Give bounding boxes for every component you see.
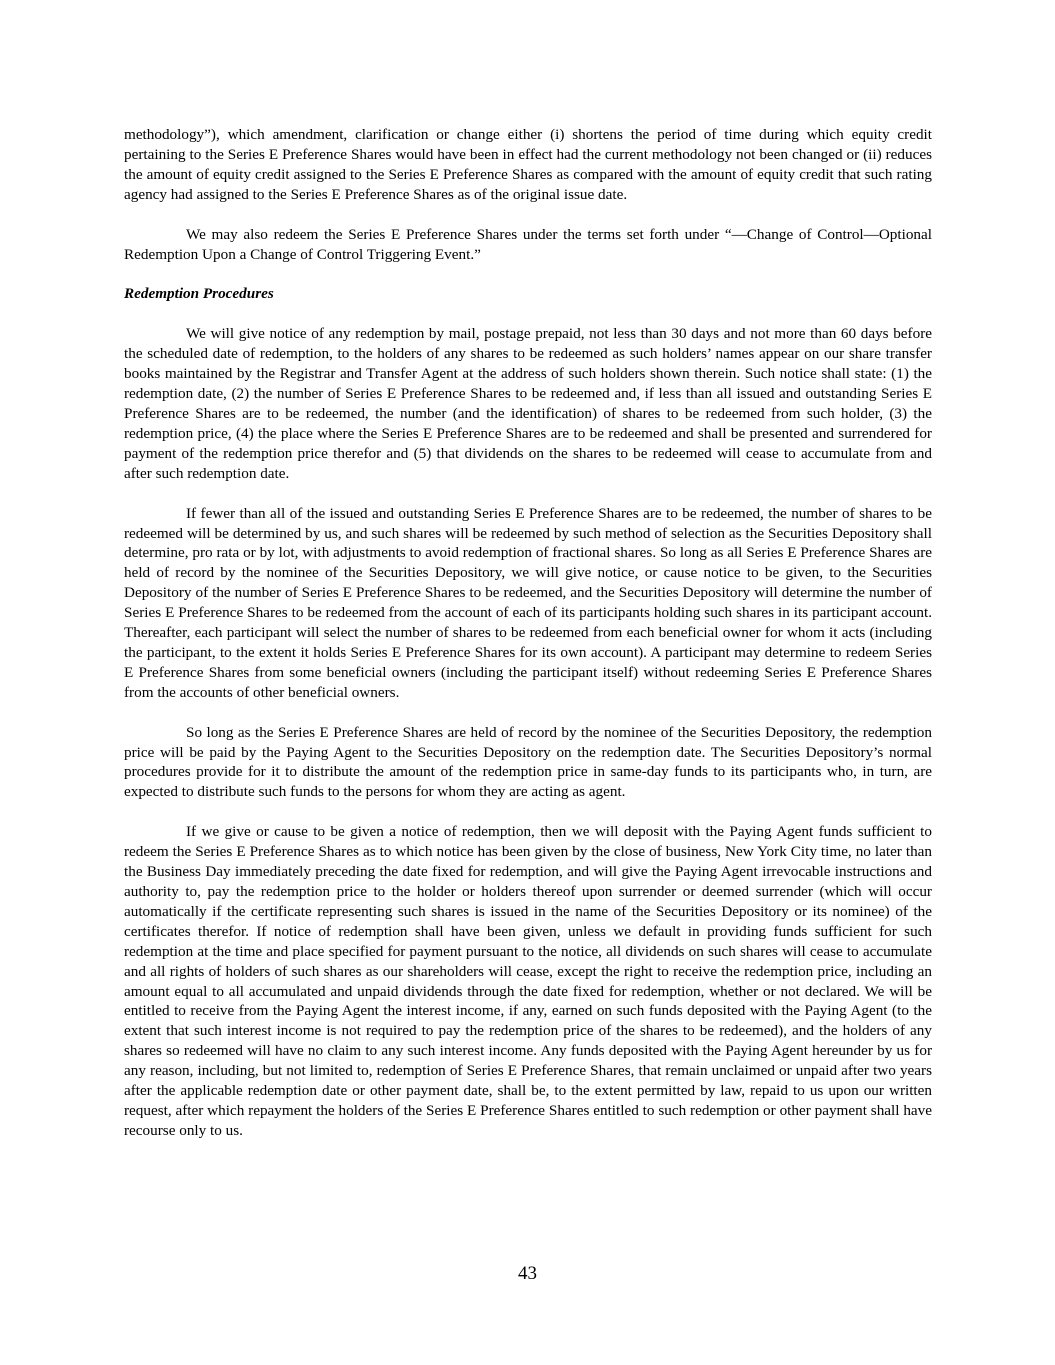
- section-heading: Redemption Procedures: [124, 285, 274, 303]
- document-page: [124, 125, 932, 1161]
- deposit-paragraph: If we give or cause to be given a notice of redemption, then we will deposit with the Paying Agent funds sufficient to redeem the Series E Preference Shares as to which notice has been given by the close of business, New York City time, no later than the Business Day immediately preceding the date fixed for redemption, and will give the Paying Agent irrevocable instructions and authority to, pay the redemption price to the holder or holders thereof upon surrender or deemed surrender (which will occur automatically if the certificate representing such shares is issued in the name of the Securities Depository or its nominee) of the certificates therefor. If notice of redemption shall have been given, unless we default in providing funds sufficient for such redemption at the time and place specified for payment pursuant to the notice, all dividends on such shares will cease to accumulate and all rights of holders of such shares as our shareholders will cease, except the right to receive the redemption price, including an amount equal to all accumulated and unpaid dividends through the date fixed for redemption, whether or not declared. We will be entitled to receive from the Paying Agent the interest income, if any, earned on such funds deposited with the Paying Agent (to the extent that such interest income is not required to pay the redemption price of the shares to be redeemed), and the holders of any shares so redeemed will have no claim to any such interest income. Any funds deposited with the Paying Agent hereunder by us for any reason, including, but not limited to, redemption of Series E Preference Shares, that remain unclaimed or unpaid after two years after the applicable redemption date or other payment date, shall be, to the extent permitted by law, repaid to us upon our written request, after which repayment the holders of the Series E Preference Shares entitled to such redemption or other payment shall have recourse only to us.: [124, 823, 932, 1139]
- partial-redemption-paragraph: If fewer than all of the issued and outstanding Series E Preference Shares are to be redeemed, the number of shares to be redeemed will be determined by us, and such shares will be redeemed by such method of selection as the Securities Depository shall determine, pro rata or by lot, with adjustments to avoid redemption of fractional shares. So long as all Series E Preference Shares are held of record by the nominee of the Securities Depository, we will give notice, or cause notice to be given, to the Securities Depository of the number of Series E Preference Shares to be redeemed, and the Securities Depository will determine the number of Series E Preference Shares to be redeemed from the account of each of its participants holding such shares in its participant account. Thereafter, each participant will select the number of shares to be redeemed from each beneficial owner for whom it acts (including the participant, to the extent it holds Series E Preference Shares for its own account). A participant may determine to redeem Series E Preference Shares from some beneficial owners (including the participant itself) without redeeming Series E Preference Shares from the accounts of other beneficial owners.: [124, 504, 932, 701]
- notice-paragraph: We will give notice of any redemption by mail, postage prepaid, not less than 30 days and not more than 60 days before the scheduled date of redemption, to the holders of any shares to be redeemed as such holders’ names appear on our share transfer books maintained by the Registrar and Transfer Agent at the address of such holders shown therein. Such notice shall state: (1) the redemption date, (2) the number of Series E Preference Shares to be redeemed and, if less than all issued and outstanding Series E Preference Shares are to be redeemed, the number (and the identification) of shares to be redeemed from such holder, (3) the redemption price, (4) the place where the Series E Preference Shares are to be redeemed and shall be presented and surrendered for payment of the redemption price therefor and (5) that dividends on the shares to be redeemed will cease to accumulate from and after such redemption date.: [124, 325, 932, 482]
- change-of-control-paragraph: We may also redeem the Series E Preference Shares under the terms set forth under “—Change of Control—Optional Redemption Upon a Change of Control Triggering Event.”: [124, 225, 932, 263]
- payment-paragraph: So long as the Series E Preference Shares are held of record by the nominee of the Securities Depository, the redemption price will be paid by the Paying Agent to the Securities Depository on the redemption date. The Securities Depository’s normal procedures provide for it to distribute the amount of the redemption price in same-day funds to its participants who, in turn, are expected to distribute such funds to the persons for whom they are acting as agent.: [124, 723, 932, 801]
- page-number: 43: [518, 1263, 537, 1284]
- continued-paragraph: methodology”), which amendment, clarification or change either (i) shortens the period of time during which equity credit pertaining to the Series E Preference Shares would have been in effect had the current methodology not been changed or (ii) reduces the amount of equity credit assigned to the Series E Preference Shares as compared with the amount of equity credit that such rating agency had assigned to the Series E Preference Shares as of the original issue date.: [124, 126, 932, 203]
